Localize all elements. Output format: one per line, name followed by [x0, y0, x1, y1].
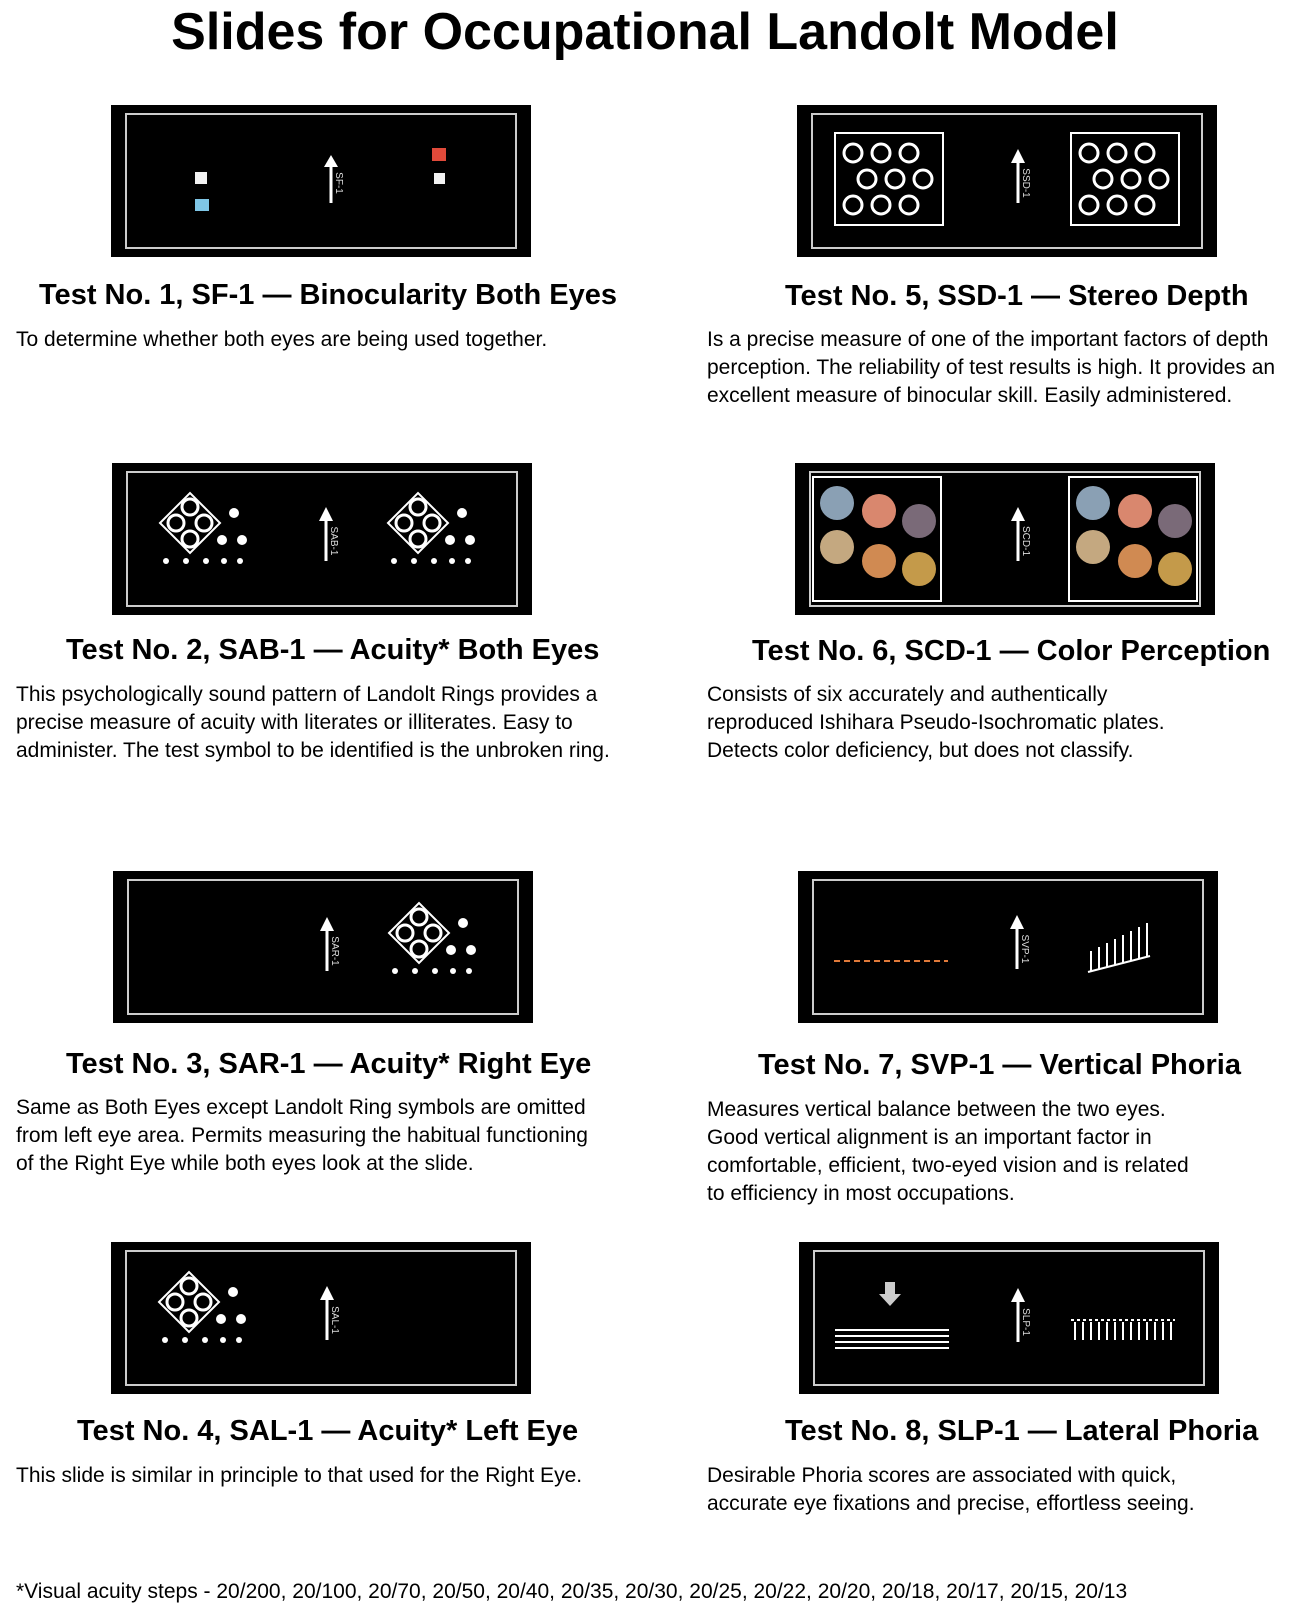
- test-title: Test No. 7, SVP-1 — Vertical Phoria: [758, 1049, 1241, 1081]
- slide-image-scd-1: [795, 463, 1215, 615]
- slide-code-label: SVP-1: [1019, 934, 1030, 964]
- slide-image-slp-1: [799, 1242, 1219, 1394]
- slide-image-sar-1: [113, 871, 533, 1023]
- test-description: This psychologically sound pattern of Landolt Rings provides a precise measure of acuity with literates or illiterates. Easy to administer. The test symbol to be identified is the unbroken ring.: [16, 683, 610, 762]
- test-title: Test No. 1, SF-1 — Binocularity Both Eyes: [39, 279, 617, 311]
- test-description: Consists of six accurately and authentically reproduced Ishihara Pseudo-Isochromatic plates. Detects color deficiency, but does not classify.: [707, 683, 1165, 762]
- test-description: Desirable Phoria scores are associated with quick, accurate eye fixations and precise, effortless seeing.: [707, 1464, 1195, 1515]
- test-title: Test No. 6, SCD-1 — Color Perception: [752, 635, 1271, 667]
- sal-1-graphic: [111, 1242, 531, 1394]
- svp-1-graphic: [798, 871, 1218, 1023]
- slide-image-sal-1: [111, 1242, 531, 1394]
- slide-code-label: SSD-1: [1020, 168, 1031, 198]
- slide-image-ssd-1: [797, 105, 1217, 257]
- slide-image-svp-1: [798, 871, 1218, 1023]
- test-title: Test No. 3, SAR-1 — Acuity* Right Eye: [66, 1048, 592, 1080]
- slide-image-sf-1: [111, 105, 531, 257]
- acuity-footnote: *Visual acuity steps - 20/200, 20/100, 20/70, 20/50, 20/40, 20/35, 20/30, 20/25, 20/22, 20/20, 20/18, 20/17, 20/15, 20/13: [16, 1580, 1128, 1603]
- slide-image-sab-1: [112, 463, 532, 615]
- sar-1-graphic: [113, 871, 533, 1023]
- page-title: Slides for Occupational Landolt Model: [171, 3, 1119, 61]
- sab-1-graphic: [112, 463, 532, 615]
- slp-1-graphic: [799, 1242, 1219, 1394]
- slide-code-label: SLP-1: [1020, 1308, 1031, 1336]
- test-description: To determine whether both eyes are being used together.: [16, 328, 548, 351]
- slide-code-label: SAL-1: [329, 1306, 340, 1334]
- sf-1-graphic: [111, 105, 531, 257]
- test-description: This slide is similar in principle to that used for the Right Eye.: [16, 1464, 583, 1487]
- scd-1-graphic: [795, 463, 1215, 615]
- slide-code-label: SCD-1: [1020, 525, 1031, 557]
- slide-code-label: SF-1: [333, 172, 344, 194]
- slide-code-label: SAB-1: [328, 526, 339, 556]
- test-description: Is a precise measure of one of the important factors of depth perception. The reliability of test results is high. It provides an excellent measure of binocular skill. Easily administered.: [707, 328, 1276, 407]
- test-description: Measures vertical balance between the two eyes. Good vertical alignment is an important factor in comfortable, efficient, two-eyed vision and is related to efficiency in most occupations.: [707, 1098, 1189, 1205]
- test-title: Test No. 5, SSD-1 — Stereo Depth: [785, 280, 1249, 312]
- slide-code-label: SAR-1: [329, 936, 340, 966]
- test-title: Test No. 4, SAL-1 — Acuity* Left Eye: [77, 1415, 579, 1447]
- test-description: Same as Both Eyes except Landolt Ring symbols are omitted from left eye area. Permits measuring the habitual functioning of the Right Eye while both eyes look at the slide.: [16, 1096, 588, 1175]
- test-title: Test No. 2, SAB-1 — Acuity* Both Eyes: [66, 634, 600, 666]
- ssd-1-graphic: [797, 105, 1217, 257]
- test-title: Test No. 8, SLP-1 — Lateral Phoria: [785, 1415, 1259, 1447]
